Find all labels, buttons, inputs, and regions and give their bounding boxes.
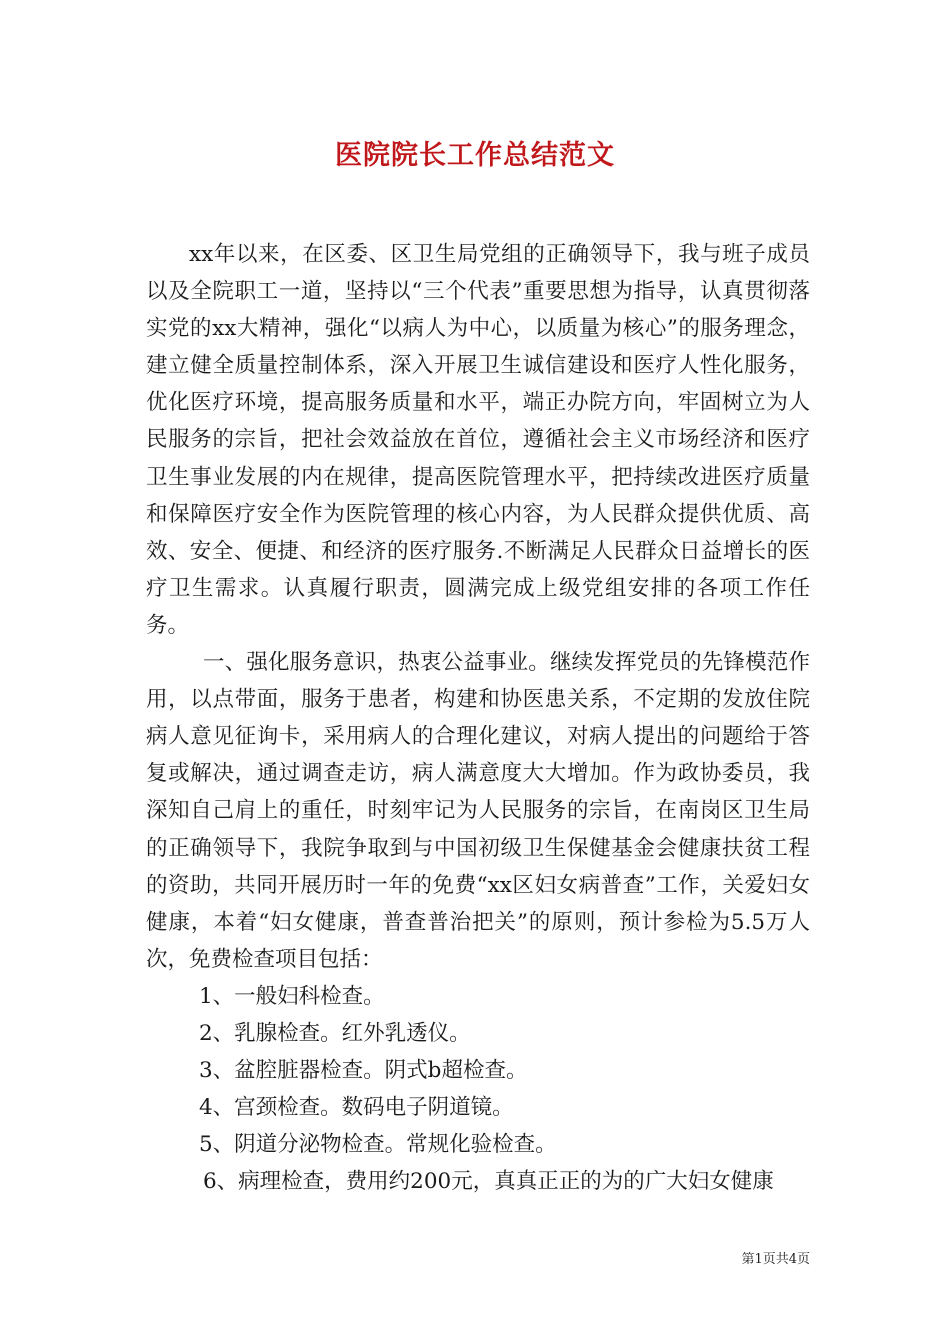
page-number: 第1页共4页 xyxy=(741,1252,810,1267)
list-item: 5、阴道分泌物检查。常规化验检查。 xyxy=(199,1132,557,1158)
list-item: 1、一般妇科检查。 xyxy=(199,983,385,1009)
paragraph-section-one: 一、强化服务意识，热衷公益事业。继续发挥党员的先锋模范作用，以点带面，服务于患者，构建和协医患关系，不定期的发放住院病人意见征询卡，采用病人的合理化建议，对病人提出的问题给于答复或解决，通过调查走访，病人满意度大大增加。作为政协委员，我深知自己肩上的重任，时刻牢记为人民服务的宗旨，在南岗区卫生局的正确领导下，我院争取到与中国初级卫生保健基金会健康扶贫工程的资助，共同开展历时一年的免费“xx区妇女病普查”工作，关爱妇女健康，本着“妇女健康，普查普治把关”的原则，预计参检为5.5万人次，免费检查项目包括： xyxy=(146,650,810,972)
list-item: 2、乳腺检查。红外乳透仪。 xyxy=(199,1020,471,1046)
paragraph-intro: xx年以来，在区委、区卫生局党组的正确领导下，我与班子成员以及全院职工一道，坚持以“三个代表”重要思想为指导，认真贯彻落实党的xx大精神，强化“以病人为中心，以质量为核心”的服务理念，建立健全质量控制体系，深入开展卫生诚信建设和医疗人性化服务，优化医疗环境，提高服务质量和水平，端正办院方向，牢固树立为人民服务的宗旨，把社会效益放在首位，遵循社会主义市场经济和医疗卫生事业发展的内在规律，提高医院管理水平，把持续改进医疗质量和保障医疗安全作为医院管理的核心内容，为人民群众提供优质、高效、安全、便捷、和经济的医疗服务.不断满足人民群众日益增长的医疗卫生需求。认真履行职责，圆满完成上级党组安排的各项工作任务。 xyxy=(146,242,810,638)
list-item: 4、宫颈检查。数码电子阴道镜。 xyxy=(199,1095,514,1121)
document-title: 医院院长工作总结范文 xyxy=(335,140,615,171)
document-body xyxy=(146,236,810,1200)
list-item: 3、盆腔脏器检查。阴式b超检查。 xyxy=(199,1058,528,1084)
list-item: 6、病理检查，费用约200元，真真正正的为的广大妇女健康 xyxy=(203,1169,774,1195)
